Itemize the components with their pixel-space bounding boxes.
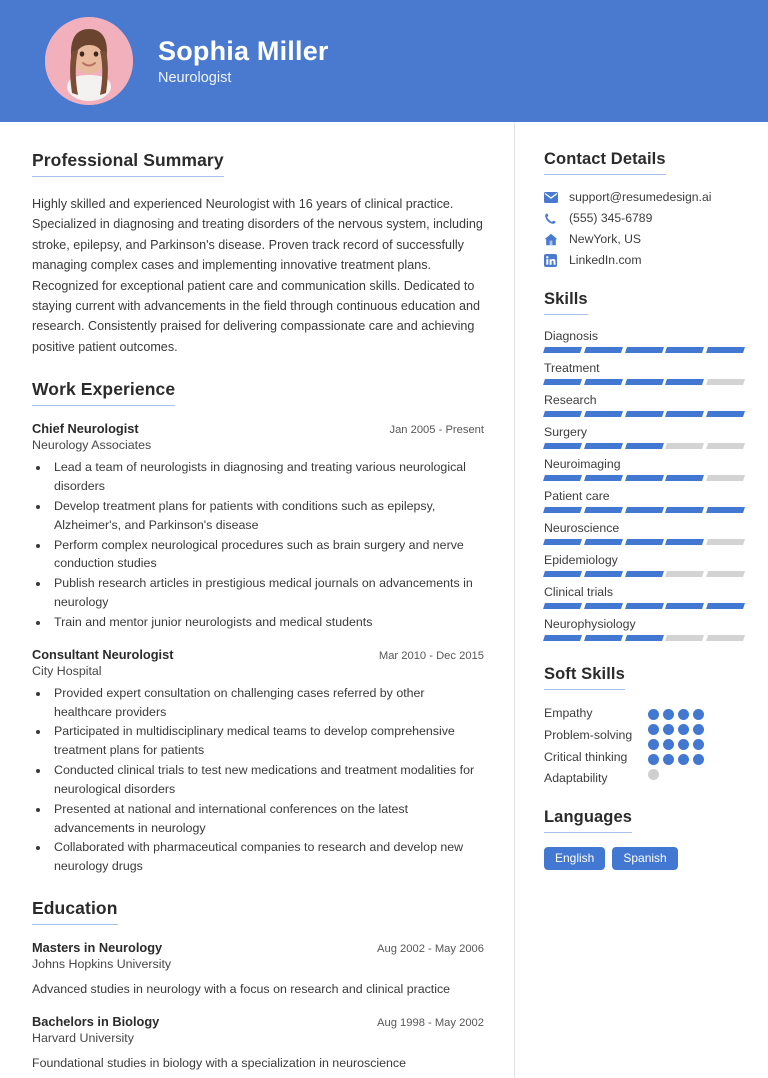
languages-heading: Languages <box>544 808 632 833</box>
skill-segment <box>584 411 623 417</box>
skill-segment <box>543 571 582 577</box>
skill-segment <box>706 411 745 417</box>
bullet-item: • Train and mentor junior neurologists and medical students <box>50 613 484 632</box>
skill-segment <box>543 635 582 641</box>
skill-segment <box>543 539 582 545</box>
soft-skill-dot <box>693 724 704 735</box>
skill-item <box>544 521 744 545</box>
soft-skill-dot <box>678 754 689 765</box>
skill-item <box>544 361 744 385</box>
soft-skill-dot <box>648 739 659 750</box>
soft-skill-dot <box>678 739 689 750</box>
skill-name: Research <box>544 393 597 407</box>
contact-row[interactable] <box>544 232 744 246</box>
soft-skill-dot <box>663 724 674 735</box>
skill-level-bar <box>544 347 744 353</box>
skill-segment <box>665 571 704 577</box>
skill-segment <box>665 411 704 417</box>
contact-row[interactable] <box>544 190 744 204</box>
soft-skill-dot <box>693 709 704 720</box>
skill-segment <box>625 635 664 641</box>
avatar <box>45 17 133 105</box>
education-entry-org: Harvard University <box>32 1031 134 1046</box>
bullet-item: • Perform complex neurological procedures such as brain surgery and nerve conduction studies <box>50 536 484 574</box>
skill-segment <box>706 603 745 609</box>
skill-item <box>544 329 744 353</box>
soft-skill-dot <box>663 754 674 765</box>
bullet-item: • Collaborated with pharmaceutical companies to research and develop new neurology drugs <box>50 838 484 876</box>
education-entry-title: Masters in Neurology <box>32 940 163 956</box>
summary-heading: Professional Summary <box>32 150 224 177</box>
skill-segment <box>706 635 745 641</box>
skill-segment <box>584 507 623 513</box>
skill-level-bar <box>544 603 744 609</box>
skill-segment <box>665 539 704 545</box>
languages-list <box>544 847 744 870</box>
work-entry-org: City Hospital <box>32 663 102 678</box>
soft-skill-dot <box>648 709 659 720</box>
skill-item <box>544 457 744 481</box>
skill-segment <box>665 475 704 481</box>
skill-name: Surgery <box>544 425 588 439</box>
language-pill[interactable]: Spanish <box>612 847 677 870</box>
skill-segment <box>625 475 664 481</box>
entry-header <box>32 421 484 436</box>
skill-item <box>544 425 744 449</box>
skill-segment <box>584 603 623 609</box>
home-icon <box>544 232 561 246</box>
skill-segment <box>665 507 704 513</box>
languages-section <box>544 808 744 870</box>
skill-segment <box>584 347 623 353</box>
envelope-icon <box>544 190 561 204</box>
skill-level-bar <box>544 507 744 513</box>
soft-skill-dot <box>693 754 704 765</box>
education-heading: Education <box>32 898 118 925</box>
skill-name: Neurophysiology <box>544 617 636 631</box>
skill-segment <box>665 379 704 385</box>
education-entry-date: Aug 2002 - May 2006 <box>377 943 484 956</box>
summary-text: Highly skilled and experienced Neurologist with 16 years of clinical practice. Specialized in diagnosing and treating disorders of the nervous system, including stroke, epilepsy, and Parkinson's disease. Proven track record of successfully managing complex cases and implementing innovative treatment plans. Recognized for exceptional patient care and communication skills. Dedicated to staying current with advancements in the field through continuous education and research. Consistently praised for delivering compassionate care and achieving positive patient outcomes. <box>32 197 483 354</box>
skill-item <box>544 553 744 577</box>
skill-segment <box>625 379 664 385</box>
skill-segment <box>706 475 745 481</box>
skill-segment <box>543 379 582 385</box>
skill-level-bar <box>544 411 744 417</box>
soft-skills-wrap <box>544 703 744 790</box>
entry-header <box>32 647 484 662</box>
bullet-item: • Conducted clinical trials to test new medications and treatment modalities for neurological disorders <box>50 761 484 799</box>
skill-name: Diagnosis <box>544 329 598 343</box>
language-pill[interactable]: English <box>544 847 605 870</box>
skill-segment <box>584 475 623 481</box>
skill-segment <box>665 347 704 353</box>
soft-skill-name: Adaptability <box>544 771 608 786</box>
work-section <box>32 379 484 876</box>
education-entry-description: Foundational studies in biology with a specialization in neuroscience <box>32 1056 407 1071</box>
bullet-list <box>50 684 484 876</box>
work-entry-title: Consultant Neurologist <box>32 646 174 662</box>
contact-value: NewYork, US <box>569 232 642 246</box>
skill-segment <box>665 635 704 641</box>
bullet-list <box>50 458 484 632</box>
education-entry-date: Aug 1998 - May 2002 <box>377 1017 484 1030</box>
skill-segment <box>584 379 623 385</box>
spacer <box>544 274 744 290</box>
skill-level-bar <box>544 571 744 577</box>
right-column <box>515 122 768 1078</box>
bullet-item: • Provided expert consultation on challenging cases referred by other healthcare providers <box>50 684 484 722</box>
skills-list <box>544 329 744 641</box>
soft-skill-dot <box>648 769 659 780</box>
skill-name: Epidemiology <box>544 553 618 567</box>
skill-name: Patient care <box>544 489 610 503</box>
skill-item <box>544 617 744 641</box>
spacer <box>544 792 744 808</box>
skill-segment <box>625 539 664 545</box>
skill-segment <box>625 603 664 609</box>
soft-skill-dot <box>678 709 689 720</box>
skill-level-bar <box>544 539 744 545</box>
skill-segment <box>706 379 745 385</box>
contact-heading: Contact Details <box>544 150 666 175</box>
skills-section <box>544 290 744 641</box>
linkedin-icon <box>544 253 561 267</box>
header-text-group <box>158 36 329 86</box>
skill-segment <box>706 571 745 577</box>
entry-header <box>32 1014 484 1029</box>
work-entry-date: Jan 2005 - Present <box>389 424 484 437</box>
spacer <box>32 878 484 898</box>
soft-skills-dots <box>648 703 718 790</box>
left-column <box>0 122 514 1078</box>
contact-list <box>544 190 744 267</box>
skill-level-bar <box>544 635 744 641</box>
contact-section <box>544 150 744 267</box>
skill-name: Neuroimaging <box>544 457 621 471</box>
summary-section <box>32 150 484 357</box>
skill-segment <box>584 443 623 449</box>
work-heading: Work Experience <box>32 379 175 406</box>
work-entry-date: Mar 2010 - Dec 2015 <box>378 649 484 662</box>
skill-name: Treatment <box>544 361 600 375</box>
skills-heading: Skills <box>544 290 588 315</box>
education-entry-description: Advanced studies in neurology with a focus on research and clinical practice <box>32 982 451 997</box>
phone-icon <box>544 211 561 225</box>
skill-item <box>544 393 744 417</box>
skill-segment <box>543 603 582 609</box>
education-entry-title: Bachelors in Biology <box>32 1014 160 1030</box>
work-entry <box>32 421 484 632</box>
work-entry-title: Chief Neurologist <box>32 421 139 437</box>
bullet-item: • Presented at national and international conferences on the latest advancements in neurology <box>50 800 484 838</box>
soft-skill-dot <box>663 739 674 750</box>
skill-item <box>544 585 744 609</box>
soft-skill-name: Critical thinking <box>544 749 628 764</box>
skill-name: Clinical trials <box>544 585 614 599</box>
contact-value: (555) 345-6789 <box>569 211 653 225</box>
resume-body <box>0 122 768 1078</box>
skill-name: Neuroscience <box>544 521 620 535</box>
soft-skill-dot <box>693 739 704 750</box>
skill-segment <box>543 443 582 449</box>
soft-skill-dot <box>648 724 659 735</box>
bullet-item: • Lead a team of neurologists in diagnosing and treating various neurological disorders <box>50 458 484 496</box>
skill-segment <box>543 475 582 481</box>
skill-segment <box>625 347 664 353</box>
education-entry-org: Johns Hopkins University <box>32 957 172 972</box>
skill-segment <box>584 539 623 545</box>
education-entry <box>32 1014 484 1073</box>
skill-level-bar <box>544 443 744 449</box>
skill-level-bar <box>544 475 744 481</box>
resume-header <box>0 0 768 122</box>
skill-segment <box>665 443 704 449</box>
soft-skill-name: Problem-solving <box>544 727 633 742</box>
skill-segment <box>625 411 664 417</box>
bullet-item: • Develop treatment plans for patients with conditions such as epilepsy, Alzheimer's, and Parkinson's disease <box>50 497 484 535</box>
candidate-name: Sophia Miller <box>158 35 329 66</box>
entry-header <box>32 940 484 955</box>
skill-segment <box>706 507 745 513</box>
skill-segment <box>665 603 704 609</box>
contact-row[interactable] <box>544 211 744 225</box>
skill-segment <box>706 443 745 449</box>
work-entry-org: Neurology Associates <box>32 438 152 453</box>
skill-segment <box>543 411 582 417</box>
bullet-item: • Publish research articles in prestigious medical journals on advancements in neurology <box>50 574 484 612</box>
contact-value: support@resumedesign.ai <box>569 190 712 204</box>
education-section <box>32 898 484 1073</box>
soft-skills-heading: Soft Skills <box>544 665 625 690</box>
skill-segment <box>625 443 664 449</box>
soft-skills-names <box>544 703 632 790</box>
skill-segment <box>625 507 664 513</box>
skill-segment <box>706 347 745 353</box>
candidate-role: Neurologist <box>158 70 232 87</box>
contact-row[interactable] <box>544 253 744 267</box>
skill-segment <box>543 507 582 513</box>
skill-segment <box>584 571 623 577</box>
skill-level-bar <box>544 379 744 385</box>
spacer <box>544 649 744 665</box>
bullet-item: • Participated in multidisciplinary medical teams to develop comprehensive treatment plans for patients <box>50 722 484 760</box>
user-photo-icon <box>45 17 133 105</box>
soft-skill-dot <box>648 754 659 765</box>
contact-value: LinkedIn.com <box>569 253 642 267</box>
education-entry <box>32 940 484 999</box>
soft-skills-section <box>544 665 744 790</box>
soft-skill-dot <box>678 724 689 735</box>
skill-segment <box>706 539 745 545</box>
education-entry-list <box>32 940 484 1073</box>
skill-segment <box>543 347 582 353</box>
work-entry-list <box>32 421 484 876</box>
soft-skill-name: Empathy <box>544 706 593 720</box>
spacer <box>32 359 484 379</box>
skill-item <box>544 489 744 513</box>
soft-skill-dot <box>663 709 674 720</box>
work-entry <box>32 647 484 876</box>
skill-segment <box>625 571 664 577</box>
skill-segment <box>584 635 623 641</box>
